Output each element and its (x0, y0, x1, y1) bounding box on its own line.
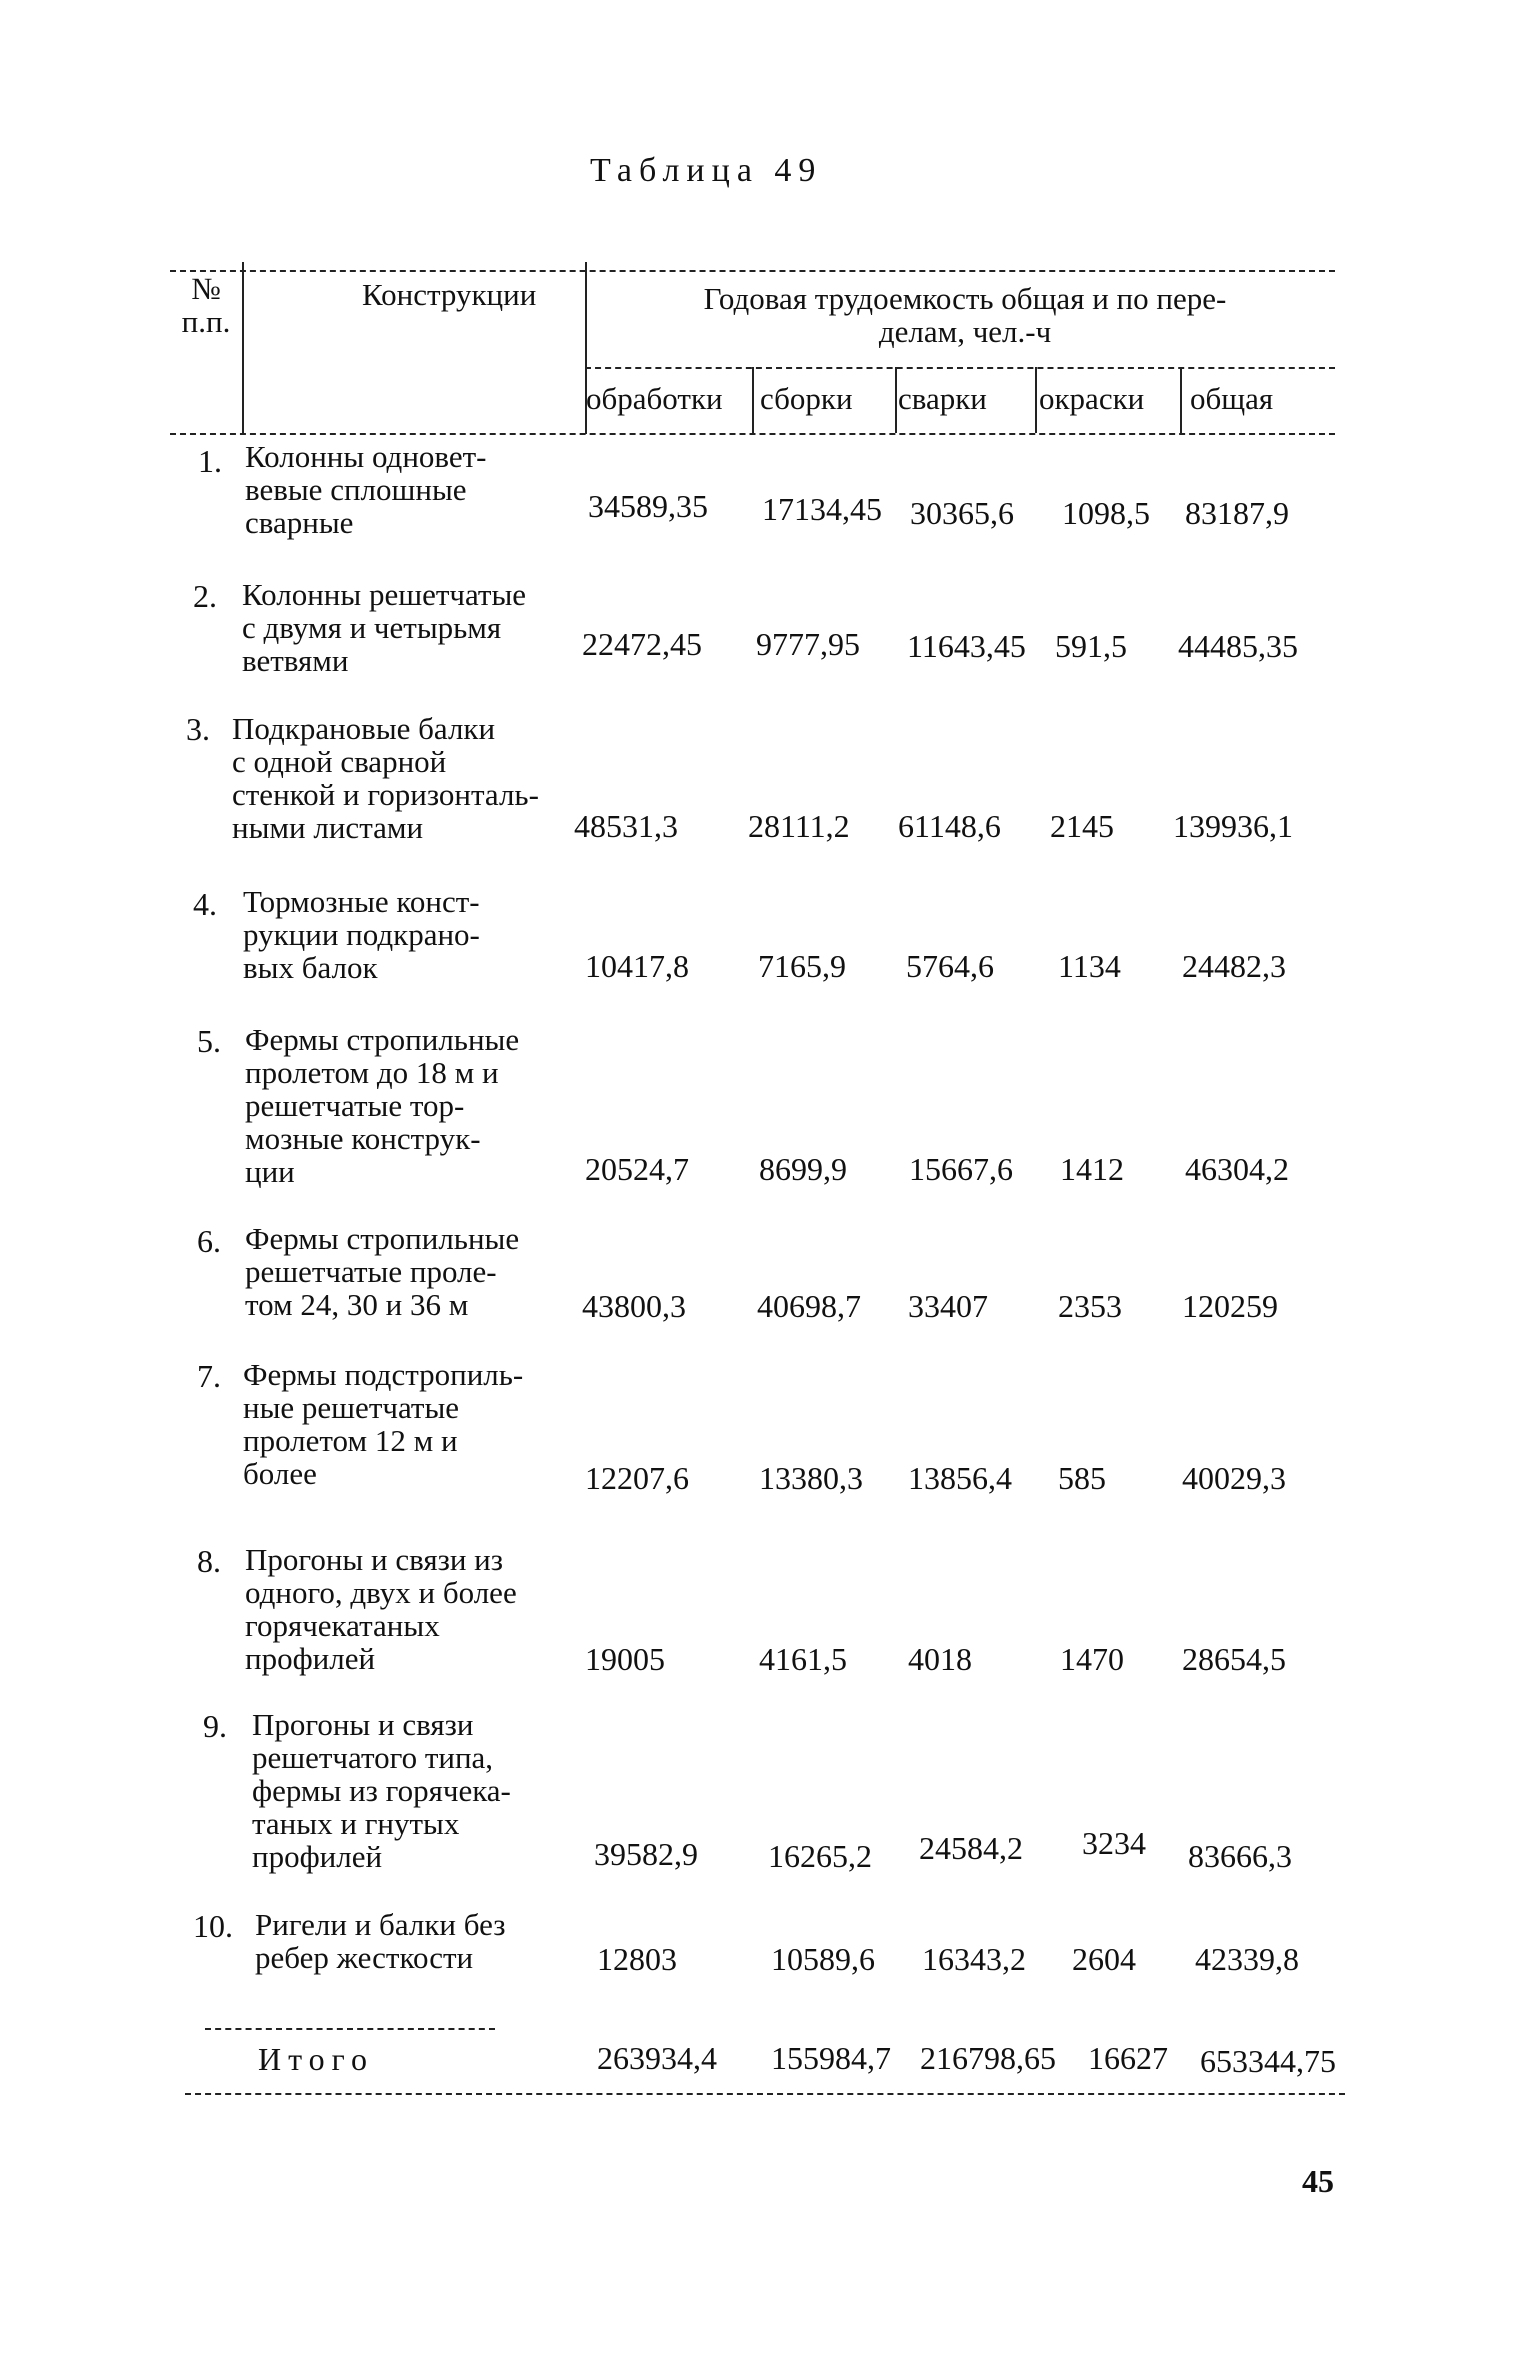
row-3-assembly: 28111,2 (748, 808, 850, 844)
row-7-num: 7. (197, 1358, 221, 1394)
row-1-welding: 30365,6 (910, 495, 1014, 531)
row-2-painting: 591,5 (1055, 628, 1127, 664)
row-10-name: Ригели и балки без ребер жесткости (255, 1907, 506, 1975)
row-9-assembly: 16265,2 (768, 1838, 872, 1874)
row-6-total: 120259 (1182, 1288, 1278, 1324)
header-vline-1 (242, 262, 244, 434)
row-1-total: 83187,9 (1185, 495, 1289, 531)
row-9-name: Прогоны и связи решетчатого типа, фермы из горячека- таных и гнутых профилей (252, 1707, 511, 1874)
row-1-painting: 1098,5 (1062, 495, 1150, 531)
row-4-num: 4. (193, 886, 217, 922)
row-6-welding: 33407 (908, 1288, 988, 1324)
row-5-assembly: 8699,9 (759, 1151, 847, 1187)
row-4-assembly: 7165,9 (758, 948, 846, 984)
row-4-welding: 5764,6 (906, 948, 994, 984)
header-vline-6 (1180, 367, 1182, 433)
row-3-name: Подкрановые балки с одной сварной стенкой и горизонталь- ными листами (232, 711, 539, 845)
row-10-painting: 2604 (1072, 1941, 1136, 1977)
row-9-processing: 39582,9 (594, 1836, 698, 1872)
table-title: Таблица 49 (590, 152, 823, 189)
row-9-painting: 3234 (1082, 1825, 1146, 1861)
row-10-welding: 16343,2 (922, 1941, 1026, 1977)
total-assembly: 155984,7 (771, 2040, 891, 2076)
total-painting: 16627 (1088, 2040, 1168, 2076)
row-7-assembly: 13380,3 (759, 1460, 863, 1496)
table-bottom-rule (185, 2093, 1345, 2095)
row-4-total: 24482,3 (1182, 948, 1286, 984)
header-col-processing: обработки (586, 381, 723, 416)
row-2-total: 44485,35 (1178, 628, 1298, 664)
row-1-assembly: 17134,45 (762, 491, 882, 527)
row-2-processing: 22472,45 (582, 626, 702, 662)
header-vline-4 (895, 367, 897, 433)
total-separator-rule (205, 2028, 495, 2030)
row-6-assembly: 40698,7 (757, 1288, 861, 1324)
row-4-processing: 10417,8 (585, 948, 689, 984)
row-9-num: 9. (203, 1708, 227, 1744)
row-3-processing: 48531,3 (574, 808, 678, 844)
header-col-welding: сварки (898, 381, 987, 416)
row-5-total: 46304,2 (1185, 1151, 1289, 1187)
row-1-name: Колонны одновет- вевые сплошные сварные (245, 439, 487, 540)
row-3-total: 139936,1 (1173, 808, 1293, 844)
total-welding: 216798,65 (920, 2040, 1056, 2076)
row-2-num: 2. (193, 578, 217, 614)
row-8-total: 28654,5 (1182, 1641, 1286, 1677)
header-bottom-rule (170, 433, 1335, 435)
row-5-num: 5. (197, 1023, 221, 1059)
page-number: 45 (1302, 2163, 1334, 2199)
row-4-painting: 1134 (1058, 948, 1121, 984)
row-5-painting: 1412 (1060, 1151, 1124, 1187)
header-top-rule (170, 270, 1335, 272)
row-7-name: Фермы подстропиль- ные решетчатые пролетом 12 м и более (243, 1357, 524, 1491)
row-5-name: Фермы стропильные пролетом до 18 м и решетчатые тор- мозные конструк- ции (245, 1022, 520, 1189)
row-7-painting: 585 (1058, 1460, 1106, 1496)
row-6-name: Фермы стропильные решетчатые проле- том 24, 30 и 36 м (245, 1221, 520, 1322)
row-6-num: 6. (197, 1223, 221, 1259)
header-col-assembly: сборки (760, 381, 853, 416)
row-9-welding: 24584,2 (919, 1830, 1023, 1866)
header-col-total: общая (1190, 381, 1274, 416)
row-8-num: 8. (197, 1543, 221, 1579)
row-6-processing: 43800,3 (582, 1288, 686, 1324)
header-sub-rule (585, 367, 1335, 369)
row-5-processing: 20524,7 (585, 1151, 689, 1187)
row-2-welding: 11643,45 (907, 628, 1026, 664)
header-num: № п.п. (181, 271, 231, 339)
row-4-name: Тормозные конст- рукции подкрано- вых балок (243, 884, 480, 985)
row-8-painting: 1470 (1060, 1641, 1124, 1677)
row-8-processing: 19005 (585, 1641, 665, 1677)
row-3-num: 3. (186, 711, 210, 747)
header-col-painting: окраски (1039, 381, 1145, 416)
row-10-processing: 12803 (597, 1941, 677, 1977)
row-6-painting: 2353 (1058, 1288, 1122, 1324)
row-8-welding: 4018 (908, 1641, 972, 1677)
row-1-num: 1. (198, 443, 222, 479)
row-10-num: 10. (193, 1908, 233, 1944)
row-3-painting: 2145 (1050, 808, 1114, 844)
header-vline-5 (1035, 367, 1037, 433)
row-7-welding: 13856,4 (908, 1460, 1012, 1496)
header-construction: Конструкции (362, 277, 537, 312)
row-2-assembly: 9777,95 (756, 626, 860, 662)
row-5-welding: 15667,6 (909, 1151, 1013, 1187)
row-2-name: Колонны решетчатые с двумя и четырьмя ветвями (242, 577, 527, 678)
header-annual: Годовая трудоемкость общая и по пере- делам, чел.-ч (703, 281, 1227, 349)
row-8-assembly: 4161,5 (759, 1641, 847, 1677)
row-9-total: 83666,3 (1188, 1838, 1292, 1874)
row-1-processing: 34589,35 (588, 488, 708, 524)
row-10-assembly: 10589,6 (771, 1941, 875, 1977)
total-processing: 263934,4 (597, 2040, 717, 2076)
total-label: Итого (258, 2041, 374, 2077)
total-overall: 653344,75 (1200, 2043, 1336, 2079)
row-7-processing: 12207,6 (585, 1460, 689, 1496)
row-10-total: 42339,8 (1195, 1941, 1299, 1977)
row-7-total: 40029,3 (1182, 1460, 1286, 1496)
row-3-welding: 61148,6 (898, 808, 1001, 844)
header-vline-3 (752, 367, 754, 433)
row-8-name: Прогоны и связи из одного, двух и более горячекатаных профилей (245, 1542, 517, 1676)
